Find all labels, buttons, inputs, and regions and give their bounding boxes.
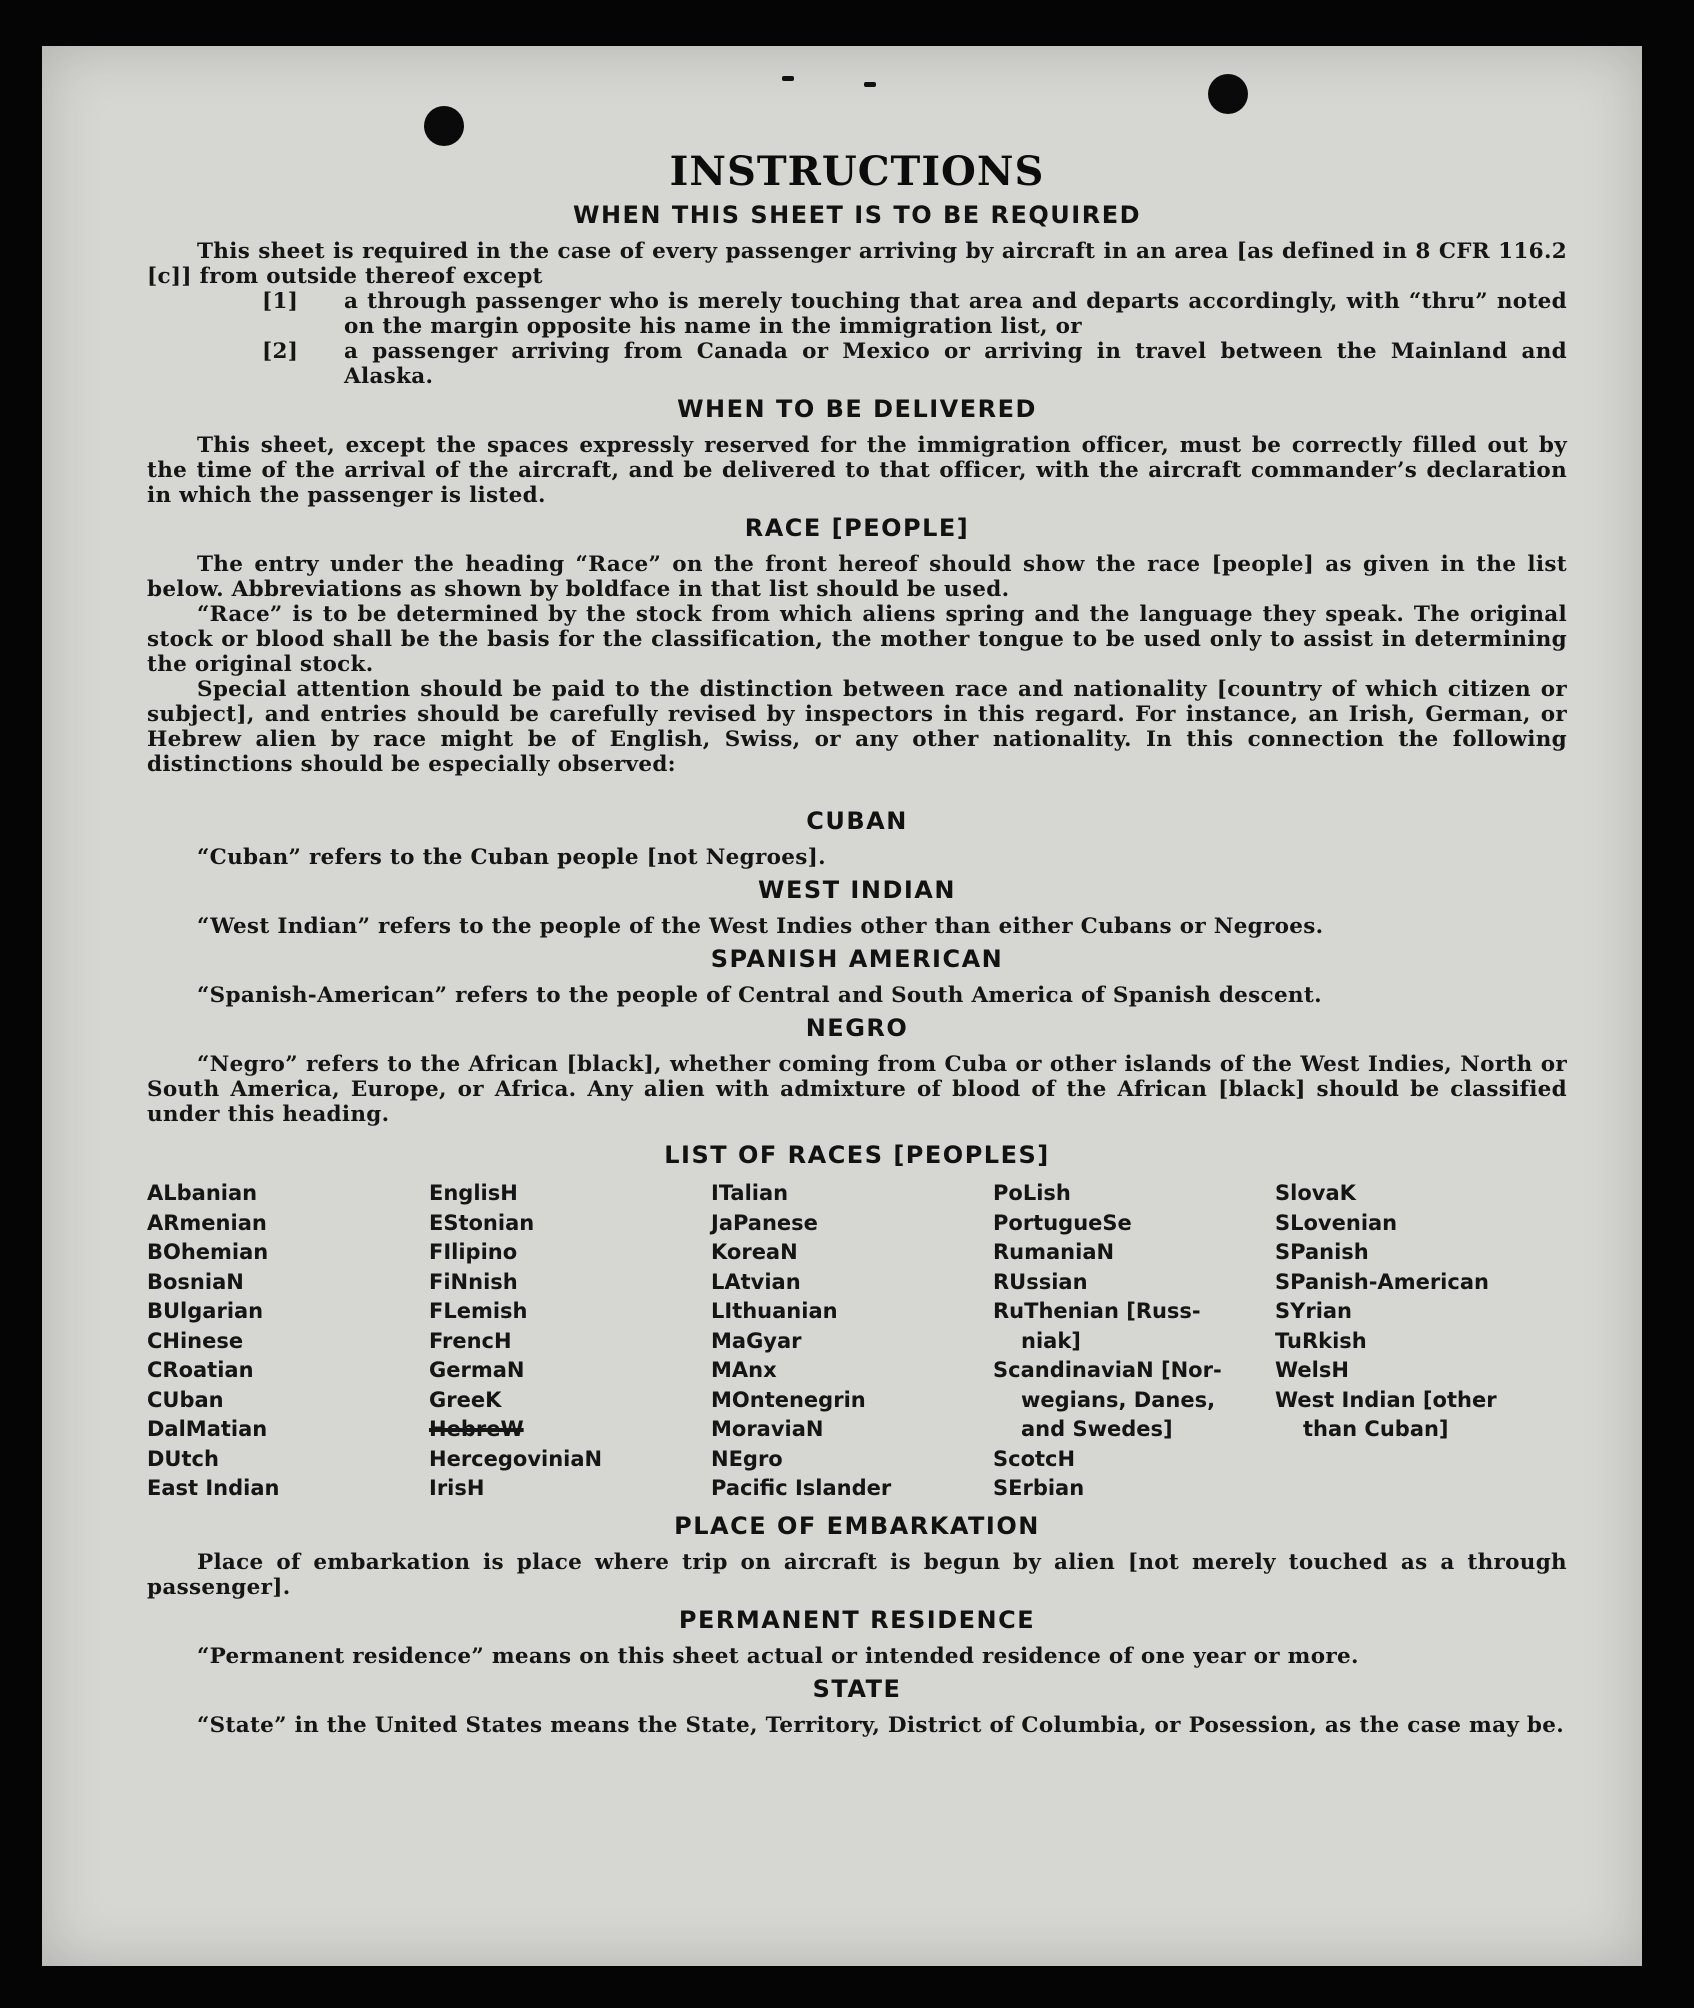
scan-mark bbox=[782, 76, 794, 81]
races-column bbox=[711, 1179, 993, 1504]
race-entry: MAnx bbox=[711, 1358, 777, 1382]
race-entry: EStonian bbox=[429, 1210, 535, 1235]
race-entry: WelsH bbox=[1275, 1358, 1349, 1382]
races-column bbox=[429, 1179, 711, 1504]
races-column bbox=[1275, 1179, 1557, 1504]
race-entry: FLemish bbox=[429, 1299, 528, 1323]
race-entry: SLovenian bbox=[1275, 1210, 1398, 1235]
race-entry: DUtch bbox=[147, 1446, 219, 1471]
race-entry: FiNnish bbox=[429, 1269, 518, 1294]
heading-permanent-residence: PERMANENT RESIDENCE bbox=[678, 1605, 1036, 1634]
race-entry: JaPanese bbox=[711, 1210, 818, 1235]
race-entry: EnglisH bbox=[429, 1181, 518, 1205]
race-entry: DalMatian bbox=[147, 1417, 268, 1441]
heading-embarkation: PLACE OF EMBARKATION bbox=[674, 1511, 1040, 1540]
race-entry: wegians, Danes, bbox=[1021, 1387, 1216, 1412]
race-entry: GreeK bbox=[429, 1387, 502, 1412]
race-entry: SYrian bbox=[1275, 1299, 1353, 1323]
race-entry: niak] bbox=[1021, 1328, 1081, 1353]
when-required-intro: This sheet is required in the case of every passenger arriving by aircraft in an area [as defined in 8 CFR 116.2 [c]] from outside thereof except bbox=[147, 239, 1567, 289]
race-entry: CHinese bbox=[147, 1328, 244, 1353]
permanent-residence-text: “Permanent residence” means on this sheet actual or intended residence of one year or more. bbox=[197, 1643, 1359, 1669]
punch-hole-left bbox=[424, 106, 464, 146]
race-entry: LAtvian bbox=[711, 1269, 801, 1294]
races-column bbox=[147, 1179, 429, 1504]
race-entry: BosniaN bbox=[147, 1269, 244, 1294]
race-entry: SErbian bbox=[993, 1476, 1085, 1500]
race-entry: LIthuanian bbox=[711, 1299, 838, 1323]
race-entry: PortugueSe bbox=[993, 1210, 1132, 1235]
heading-spanish-american: SPANISH AMERICAN bbox=[710, 945, 1004, 973]
exception-item bbox=[262, 289, 1567, 339]
race-entry: FrencH bbox=[429, 1328, 512, 1353]
race-entry: SPanish bbox=[1275, 1240, 1369, 1264]
race-entry: East Indian bbox=[147, 1476, 280, 1500]
race-entry: ScotcH bbox=[993, 1446, 1076, 1471]
race-entry: MOntenegrin bbox=[711, 1387, 866, 1412]
west-indian-text: “West Indian” refers to the people of the West Indies other than either Cubans or Negroes. bbox=[197, 914, 1324, 939]
race-entry: Pacific Islander bbox=[711, 1476, 892, 1500]
race-entry: HercegoviniaN bbox=[429, 1446, 603, 1471]
race-entry: CRoatian bbox=[147, 1358, 254, 1382]
punch-hole-right bbox=[1208, 74, 1248, 114]
race-entry: TuRkish bbox=[1275, 1328, 1367, 1353]
race-entry: SlovaK bbox=[1275, 1181, 1356, 1205]
scan-mark bbox=[864, 82, 876, 87]
race-entry: ARmenian bbox=[147, 1210, 267, 1235]
race-entry: MaGyar bbox=[711, 1328, 802, 1353]
race-paragraph-1: The entry under the heading “Race” on the front hereof should show the race [people] as given in the list below. Abbreviations as shown by boldface in that list should be used. bbox=[147, 552, 1567, 602]
race-entry: ScandinaviaN [Nor- bbox=[993, 1358, 1222, 1382]
race-entry: GermaN bbox=[429, 1358, 525, 1382]
document-content bbox=[147, 148, 1567, 1738]
exception-item bbox=[262, 339, 1567, 389]
race-paragraph-2: “Race” is to be determined by the stock from which aliens spring and the language they speak. The original stock or blood shall be the basis for the classification, the mother tongue to be used only to assist in determining the original stock. bbox=[147, 602, 1567, 677]
race-entry: RUssian bbox=[993, 1269, 1088, 1294]
race-entry: MoraviaN bbox=[711, 1417, 824, 1441]
race-entry: ALbanian bbox=[147, 1181, 258, 1205]
race-entry: BUlgarian bbox=[147, 1299, 264, 1323]
race-entry: HebreW bbox=[429, 1417, 524, 1441]
races-list bbox=[147, 1179, 1567, 1504]
negro-text: “Negro” refers to the African [black], whether coming from Cuba or other islands of the West Indies, North or South America, Europe, or Africa. Any alien with admixture of blood of the African [black] should be classified under this heading. bbox=[147, 1052, 1567, 1127]
heading-when-required: WHEN THIS SHEET IS TO BE REQUIRED bbox=[572, 201, 1142, 229]
race-entry: FIlipino bbox=[429, 1240, 518, 1264]
race-entry: KoreaN bbox=[711, 1240, 798, 1264]
heading-west-indian: WEST INDIAN bbox=[758, 876, 956, 904]
race-entry: than Cuban] bbox=[1303, 1417, 1449, 1441]
race-entry: ITalian bbox=[711, 1181, 789, 1205]
spanish-american-text: “Spanish-American” refers to the people of Central and South America of Spanish descent. bbox=[197, 983, 1322, 1008]
race-entry: RuThenian [Russ- bbox=[993, 1299, 1201, 1323]
race-entry: SPanish-American bbox=[1275, 1269, 1489, 1294]
exception-number: [2] bbox=[262, 339, 299, 364]
heading-cuban: CUBAN bbox=[806, 807, 908, 835]
heading-race: RACE [PEOPLE] bbox=[744, 514, 970, 542]
exception-text: a passenger arriving from Canada or Mexico or arriving in travel between the Mainland and Alaska. bbox=[344, 339, 1567, 389]
page-title: INSTRUCTIONS bbox=[669, 148, 1045, 195]
race-paragraph-3: Special attention should be paid to the distinction between race and nationality [country of which citizen or subject], and entries should be carefully revised by inspectors in this regard. For instance, an Irish, German, or Hebrew alien by race might be of English, Swiss, or any other nationality. In this connection the following distinctions should be especially observed: bbox=[147, 677, 1567, 777]
race-entry: CUban bbox=[147, 1387, 224, 1412]
race-entry: West Indian [other bbox=[1275, 1387, 1497, 1412]
exception-text: a through passenger who is merely touching that area and departs accordingly, with “thru” noted on the margin opposite his name in the immigration list, or bbox=[344, 289, 1567, 339]
race-entry: RumaniaN bbox=[993, 1240, 1115, 1264]
heading-when-delivered: WHEN TO BE DELIVERED bbox=[677, 395, 1037, 423]
when-delivered-text: This sheet, except the spaces expressly reserved for the immigration officer, must be correctly filled out by the time of the arrival of the aircraft, and be delivered to that officer, with the aircraft commander’s declaration in which the passenger is listed. bbox=[147, 433, 1567, 508]
races-column bbox=[993, 1179, 1275, 1504]
race-entry: BOhemian bbox=[147, 1240, 269, 1264]
embarkation-text: Place of embarkation is place where trip on aircraft is begun by alien [not merely touched as a through passenger]. bbox=[147, 1549, 1567, 1600]
race-entry: PoLish bbox=[993, 1181, 1071, 1205]
state-text: “State” in the United States means the State, Territory, District of Columbia, or Posession, as the case may be. bbox=[197, 1712, 1565, 1738]
heading-negro: NEGRO bbox=[805, 1014, 909, 1042]
exception-number: [1] bbox=[262, 289, 299, 314]
cuban-text: “Cuban” refers to the Cuban people [not Negroes]. bbox=[197, 845, 826, 870]
race-entry: and Swedes] bbox=[1021, 1417, 1173, 1441]
heading-state: STATE bbox=[812, 1674, 902, 1703]
race-entry: IrisH bbox=[429, 1476, 485, 1500]
heading-list-of-races: LIST OF RACES [PEOPLES] bbox=[664, 1141, 1050, 1169]
race-entry: NEgro bbox=[711, 1446, 783, 1471]
document-sheet bbox=[42, 46, 1642, 1966]
